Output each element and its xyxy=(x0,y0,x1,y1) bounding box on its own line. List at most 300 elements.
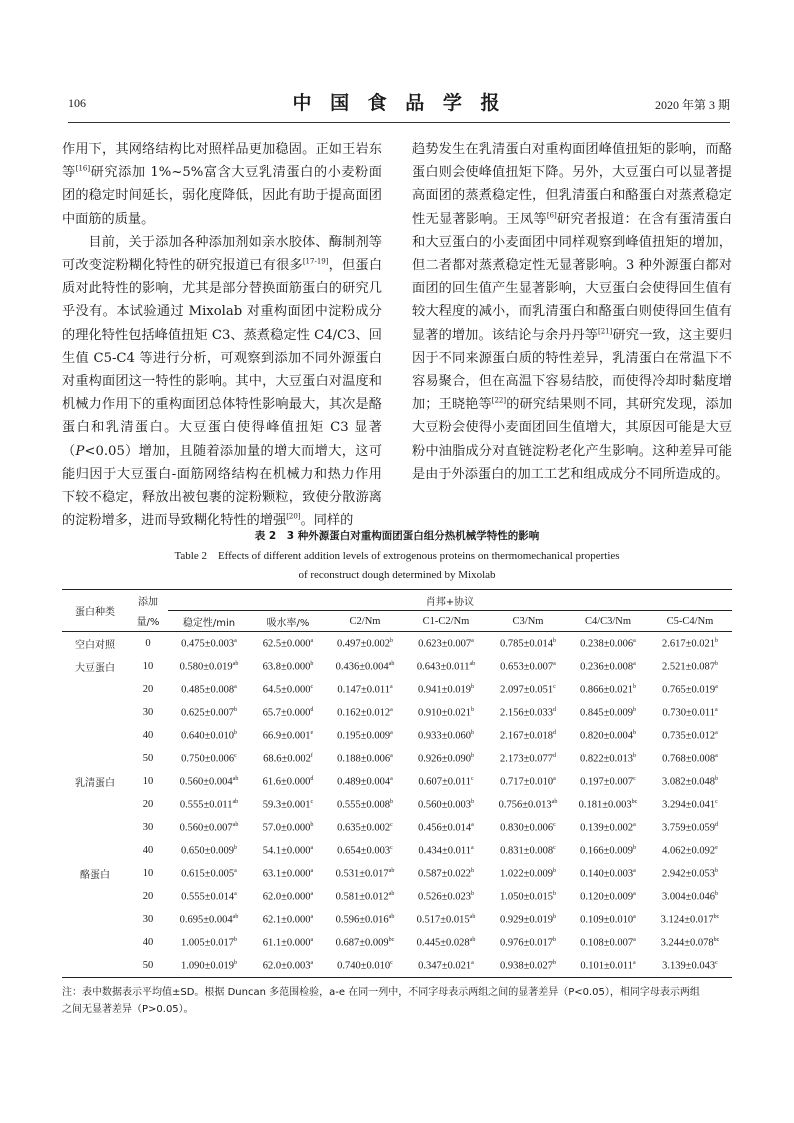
table-row xyxy=(62,862,732,885)
text-run: ，但蛋白质对此特性的影响，尤其是部分替换面筋蛋白的研究几乎没有。本试验通过 Mixolab 对重构面团中淀粉成分的理化特性包括峰值扭矩 C3、蒸煮稳定性 C4/C3、回生值 C5-C4 等进行分析，可观察到添加不同外源蛋白对重构面团这一特性的影响。其中，大豆蛋白对温度和机械力作用下的重构面团总体特性影响最大，其次是酪蛋白和乳清蛋白。大豆蛋白使得峰值扭矩 C3 显著（ xyxy=(62,258,383,459)
significance-letter: a xyxy=(633,890,636,897)
cell-value xyxy=(168,908,250,931)
cell-value xyxy=(250,678,326,701)
paragraph-3 xyxy=(412,138,732,486)
cell-value xyxy=(326,793,404,816)
cell-species: 空白对照 xyxy=(75,640,115,651)
cell-value xyxy=(648,885,732,908)
significance-letter: b xyxy=(715,867,718,874)
cell-value-text: 3.139±0.043 xyxy=(662,960,716,972)
cell-value-text: 4.062±0.092 xyxy=(662,845,716,857)
cell-value-text: 3.004±0.046 xyxy=(661,891,715,903)
cell-value xyxy=(404,747,488,770)
cell-value-text: 62.0±0.000 xyxy=(262,891,311,903)
cell-amount: 20 xyxy=(142,891,154,902)
cell-value-text: 0.640±0.010 xyxy=(180,730,234,742)
cell-value-text: 0.475±0.003 xyxy=(181,638,235,650)
cell-value-text: 0.768±0.008 xyxy=(662,753,716,765)
cell-value xyxy=(568,885,648,908)
citation: [17-19] xyxy=(302,257,329,266)
cell-value-text: 0.555±0.008 xyxy=(336,799,390,811)
cell-value-text: 0.756±0.013 xyxy=(498,799,552,811)
cell-amount: 50 xyxy=(128,954,168,978)
data-table xyxy=(62,589,732,978)
citation: [6] xyxy=(546,211,557,220)
cell-value xyxy=(404,931,488,954)
cell-value xyxy=(648,954,732,978)
significance-letter: b xyxy=(471,890,474,897)
cell-value-text: 2.097±0.051 xyxy=(500,684,554,696)
cell-value xyxy=(404,816,488,839)
cell-value xyxy=(404,632,488,656)
significance-letter: ab xyxy=(388,890,395,897)
significance-letter: b xyxy=(553,913,556,920)
cell-species xyxy=(62,816,128,839)
cell-value xyxy=(488,839,568,862)
text-run: 趋势发生在乳清蛋白对重构面团峰值扭矩的影响，而酪蛋白则会使峰值扭矩下降。另外，大豆蛋白可以显著提高面团的蒸煮稳定性，但乳清蛋白和酪蛋白对蒸煮稳定性无显著影响。王凤等 xyxy=(412,142,732,227)
cell-value-text: 0.195±0.009 xyxy=(337,730,391,742)
significance-letter: b xyxy=(471,752,474,759)
column-header-amount: 添加 xyxy=(128,590,168,611)
column-header: 稳定性/min xyxy=(168,611,250,632)
table-row xyxy=(62,724,732,747)
cell-species xyxy=(62,908,128,931)
table-title-english-line-2: of reconstruct dough determined by Mixolab xyxy=(298,569,496,581)
cell-value xyxy=(326,954,404,978)
significance-letter: ab xyxy=(551,798,558,805)
text-run: 研究者报道：在含有蛋清蛋白和大豆蛋白的小麦面团中同样观察到峰值扭矩的增加，但二者都对蒸煮稳定性无显著影响。3 种外源蛋白都对面团的回生值产生显著影响，大豆蛋白会使得回生值有较大程度的减小，而乳清蛋白和酪蛋白则使得回生值有显著的增加。该结论与余丹丹等 xyxy=(412,211,733,343)
significance-letter: c xyxy=(390,959,393,966)
cell-value xyxy=(648,724,732,747)
cell-value-text: 0.653±0.007 xyxy=(500,661,554,673)
significance-letter: ab xyxy=(388,867,395,874)
cell-amount: 40 xyxy=(142,730,154,741)
cell-value-text: 0.765±0.019 xyxy=(662,684,716,696)
significance-letter: a xyxy=(310,913,314,920)
cell-value xyxy=(488,954,568,978)
cell-value xyxy=(250,931,326,954)
cell-value xyxy=(648,655,732,678)
cell-value-text: 0.140±0.003 xyxy=(580,868,634,880)
significance-letter: a xyxy=(471,959,474,966)
cell-value xyxy=(250,632,326,656)
text-run: 。同样的 xyxy=(300,513,354,529)
cell-value xyxy=(326,885,404,908)
significance-letter: a xyxy=(470,844,474,851)
significance-letter: a xyxy=(633,821,636,828)
significance-letter: b xyxy=(553,890,556,897)
significance-letter: ab xyxy=(232,821,239,828)
cell-value xyxy=(250,816,326,839)
cell-value-text: 0.445±0.028 xyxy=(416,937,470,949)
cell-value-text: 2.521±0.087 xyxy=(661,661,715,673)
cell-value xyxy=(250,655,326,678)
cell-value-text: 0.845±0.009 xyxy=(579,707,633,719)
cell-value xyxy=(168,793,250,816)
cell-value-text: 0.120±0.009 xyxy=(580,891,634,903)
cell-amount: 10 xyxy=(142,868,154,879)
significance-letter: ab xyxy=(469,913,476,920)
cell-value xyxy=(326,632,404,656)
cell-value xyxy=(404,793,488,816)
cell-value xyxy=(250,954,326,978)
significance-letter: a xyxy=(715,729,718,736)
cell-amount: 10 xyxy=(142,661,154,672)
cell-value-text: 68.6±0.002 xyxy=(263,753,311,765)
cell-value xyxy=(648,931,732,954)
cell-value-text: 0.108±0.007 xyxy=(580,937,634,949)
cell-value-text: 0.162±0.012 xyxy=(337,707,391,719)
significance-letter: c xyxy=(715,798,718,805)
significance-letter: ab xyxy=(232,913,239,920)
cell-value-text: 0.166±0.009 xyxy=(579,845,633,857)
cell-value xyxy=(326,931,404,954)
column-header: 吸水率/% xyxy=(250,611,326,632)
cell-value-text: 0.695±0.004 xyxy=(179,914,233,926)
significance-letter: a xyxy=(471,821,474,828)
cell-value xyxy=(404,655,488,678)
significance-letter: a xyxy=(633,637,636,644)
cell-value xyxy=(250,793,326,816)
cell-value-text: 62.5±0.000 xyxy=(262,638,311,650)
cell-value-text: 0.717±0.010 xyxy=(500,776,554,788)
cell-value-text: 0.866±0.021 xyxy=(579,684,633,696)
cell-value xyxy=(568,655,648,678)
cell-value-text: 0.101±0.011 xyxy=(580,960,633,972)
cell-value-text: 62.1±0.000 xyxy=(262,914,311,926)
significance-letter: b xyxy=(715,637,718,644)
citation: [22] xyxy=(491,396,507,405)
cell-value-text: 61.6±0.000 xyxy=(262,776,311,788)
cell-value xyxy=(326,701,404,724)
cell-value xyxy=(250,885,326,908)
cell-value xyxy=(488,770,568,793)
cell-value xyxy=(648,747,732,770)
cell-value-text: 0.581±0.012 xyxy=(335,891,389,903)
significance-letter: a xyxy=(234,637,237,644)
cell-value-text: 0.687±0.009 xyxy=(335,937,389,949)
cell-value xyxy=(168,931,250,954)
significance-letter: c xyxy=(633,775,636,782)
cell-value xyxy=(488,632,568,656)
significance-letter: a xyxy=(310,637,314,644)
cell-value-text: 0.497±0.002 xyxy=(336,638,390,650)
cell-value xyxy=(326,678,404,701)
cell-value xyxy=(404,885,488,908)
cell-species xyxy=(62,954,128,978)
cell-species: 乳清蛋白 xyxy=(75,778,115,789)
cell-value-text: 0.785±0.014 xyxy=(499,638,553,650)
table-note xyxy=(62,984,732,1018)
cell-amount: 0 xyxy=(145,638,151,649)
significance-letter: ab xyxy=(232,798,239,805)
table-note-line-2: 之间无显著差异（P>0.05）。 xyxy=(62,1004,194,1015)
cell-value xyxy=(488,793,568,816)
significance-letter: b xyxy=(633,706,636,713)
cell-value xyxy=(404,908,488,931)
significance-letter: bc xyxy=(388,936,395,943)
significance-letter: b xyxy=(471,706,474,713)
significance-letter: b xyxy=(553,936,556,943)
significance-letter: b xyxy=(553,867,556,874)
significance-letter: a xyxy=(633,660,636,667)
column-header: C1-C2/Nm xyxy=(404,611,488,632)
significance-letter: b xyxy=(234,936,237,943)
cell-value xyxy=(168,816,250,839)
significance-letter: a xyxy=(633,936,636,943)
cell-value-text: 0.555±0.014 xyxy=(181,891,235,903)
text-run: 作用下，其网络结构比对照样品更加稳固。正如王岩东等 xyxy=(62,142,382,181)
cell-amount: 40 xyxy=(142,937,154,948)
table-row xyxy=(62,678,732,701)
cell-value-text: 63.1±0.000 xyxy=(262,868,311,880)
cell-value xyxy=(168,770,250,793)
cell-species xyxy=(62,931,128,954)
cell-amount: 30 xyxy=(142,914,154,925)
citation: [21] xyxy=(598,327,613,336)
significance-letter: c xyxy=(310,683,314,690)
cell-value xyxy=(250,701,326,724)
cell-value xyxy=(568,770,648,793)
cell-species: 酪蛋白 xyxy=(80,870,110,881)
table-row xyxy=(62,885,732,908)
table-row xyxy=(62,908,732,931)
cell-value-text: 0.830±0.006 xyxy=(500,822,554,834)
cell-value xyxy=(168,862,250,885)
cell-value xyxy=(326,655,404,678)
significance-letter: e xyxy=(715,844,718,851)
significance-letter: a xyxy=(471,637,474,644)
table-row xyxy=(62,655,732,678)
significance-letter: b xyxy=(553,637,556,644)
cell-value xyxy=(488,701,568,724)
cell-value xyxy=(168,747,250,770)
text-run: <0.05）增加，且随着添加量的增大而增大，这可能归因于大豆蛋白-面筋网络结构在机械力和热力作用下较不稳定，释放出被包裹的淀粉颗粒，致使分散游离的淀粉增多，进而导致糊化特性的增强 xyxy=(62,443,383,529)
page-header xyxy=(68,88,730,123)
cell-value-text: 1.050±0.015 xyxy=(499,891,553,903)
significance-letter: a xyxy=(234,890,237,897)
paragraph-1 xyxy=(62,138,382,231)
cell-value xyxy=(326,770,404,793)
significance-letter: a xyxy=(310,959,314,966)
significance-letter: a xyxy=(632,959,636,966)
cell-value xyxy=(568,678,648,701)
cell-value-text: 0.926±0.090 xyxy=(417,753,471,765)
cell-value-text: 0.517±0.015 xyxy=(416,914,470,926)
citation: [20] xyxy=(286,512,301,521)
significance-letter: a xyxy=(633,867,636,874)
cell-value xyxy=(568,954,648,978)
citation: [16] xyxy=(75,164,91,173)
cell-value-text: 0.181±0.003 xyxy=(578,799,632,811)
cell-value xyxy=(326,816,404,839)
cell-value-text: 2.617±0.021 xyxy=(661,638,715,650)
cell-amount: 10 xyxy=(142,776,154,787)
cell-value xyxy=(404,954,488,978)
cell-value xyxy=(250,862,326,885)
cell-value xyxy=(488,908,568,931)
cell-species: 大豆蛋白 xyxy=(75,663,115,674)
cell-value xyxy=(488,724,568,747)
header-row xyxy=(62,611,732,632)
cell-value xyxy=(488,816,568,839)
cell-value xyxy=(568,839,648,862)
significance-letter: b xyxy=(633,844,636,851)
cell-value-text: 59.3±0.001 xyxy=(262,799,311,811)
table-row xyxy=(62,931,732,954)
significance-letter: bc xyxy=(631,798,638,805)
cell-value-text: 0.147±0.011 xyxy=(337,684,390,696)
significance-letter: b xyxy=(633,729,636,736)
cell-value xyxy=(568,701,648,724)
significance-letter: a xyxy=(715,683,718,690)
cell-value-text: 0.456±0.014 xyxy=(418,822,472,834)
cell-value xyxy=(568,747,648,770)
cell-species xyxy=(62,747,128,770)
cell-value-text: 0.831±0.008 xyxy=(500,845,554,857)
cell-value-text: 2.173±0.077 xyxy=(499,753,553,765)
cell-value xyxy=(168,839,250,862)
cell-value xyxy=(168,701,250,724)
cell-value-text: 0.197±0.007 xyxy=(580,776,634,788)
significance-letter: b xyxy=(471,729,474,736)
cell-value-text: 1.022±0.009 xyxy=(499,868,553,880)
significance-letter: b xyxy=(471,798,474,805)
cell-value-text: 0.436±0.004 xyxy=(335,661,389,673)
cell-value xyxy=(568,816,648,839)
significance-letter: c xyxy=(715,959,718,966)
cell-value-text: 0.740±0.010 xyxy=(337,960,391,972)
significance-letter: a xyxy=(390,729,393,736)
significance-letter: c xyxy=(310,798,314,805)
cell-value-text: 0.238±0.006 xyxy=(580,638,634,650)
table-row xyxy=(62,701,732,724)
cell-value xyxy=(648,701,732,724)
table-row xyxy=(62,793,732,816)
significance-letter: c xyxy=(470,775,474,782)
column-header: C3/Nm xyxy=(488,611,568,632)
significance-letter: b xyxy=(310,660,314,667)
significance-letter: a xyxy=(234,683,237,690)
cell-value-text: 0.941±0.019 xyxy=(417,684,471,696)
cell-value-text: 0.560±0.007 xyxy=(179,822,233,834)
significance-letter: a xyxy=(390,775,393,782)
significance-letter: b xyxy=(715,775,718,782)
cell-value-text: 0.820±0.004 xyxy=(579,730,633,742)
significance-letter: d xyxy=(553,729,556,736)
table-title-english-line-1: Table 2 Effects of different addition levels of extrogenous proteins on thermomechanical properties xyxy=(174,550,620,562)
cell-value-text: 0.929±0.019 xyxy=(499,914,553,926)
cell-value-text: 0.623±0.007 xyxy=(418,638,472,650)
significance-letter: b xyxy=(633,752,636,759)
cell-value-text: 0.976±0.017 xyxy=(499,937,553,949)
significance-letter: a xyxy=(389,683,393,690)
significance-letter: a xyxy=(714,706,718,713)
page-number: 106 xyxy=(68,96,86,110)
cell-value xyxy=(404,701,488,724)
cell-value xyxy=(648,839,732,862)
cell-value-text: 0.643±0.011 xyxy=(416,661,470,673)
cell-value-text: 63.8±0.000 xyxy=(262,661,311,673)
cell-value-text: 0.910±0.021 xyxy=(417,707,471,719)
cell-value-text: 2.942±0.053 xyxy=(661,868,715,880)
cell-value-text: 0.615±0.005 xyxy=(181,868,235,880)
cell-value-text: 0.188±0.006 xyxy=(337,753,391,765)
significance-letter: b xyxy=(471,867,474,874)
cell-amount: 20 xyxy=(142,684,154,695)
cell-value-text: 0.555±0.011 xyxy=(179,799,233,811)
cell-value xyxy=(648,862,732,885)
cell-value xyxy=(568,931,648,954)
cell-value xyxy=(168,678,250,701)
cell-value xyxy=(568,793,648,816)
cell-value xyxy=(250,747,326,770)
cell-value-text: 1.090±0.019 xyxy=(180,960,234,972)
significance-letter: b xyxy=(234,844,237,851)
cell-value xyxy=(488,885,568,908)
significance-letter: a xyxy=(310,867,314,874)
column-header: C5-C4/Nm xyxy=(648,611,732,632)
cell-value-text: 0.938±0.027 xyxy=(499,960,553,972)
cell-value xyxy=(488,931,568,954)
cell-value xyxy=(648,770,732,793)
cell-amount: 20 xyxy=(142,799,154,810)
significance-letter: a xyxy=(633,913,636,920)
cell-value-text: 0.531±0.017 xyxy=(335,868,389,880)
cell-value-text: 0.109±0.010 xyxy=(580,914,634,926)
journal-title: 中 国 食 品 学 报 xyxy=(292,92,506,114)
cell-value-text: 0.139±0.002 xyxy=(580,822,634,834)
significance-letter: b xyxy=(310,821,314,828)
cell-value xyxy=(404,678,488,701)
significance-letter: a xyxy=(310,936,314,943)
cell-species xyxy=(62,701,128,724)
cell-value-text: 3.244±0.078 xyxy=(660,937,714,949)
cell-value xyxy=(250,724,326,747)
cell-value-text: 0.822±0.013 xyxy=(579,753,633,765)
cell-species xyxy=(62,793,128,816)
significance-letter: f xyxy=(310,752,313,759)
cell-value xyxy=(168,632,250,656)
cell-value xyxy=(404,862,488,885)
column-header: C4/C3/Nm xyxy=(568,611,648,632)
cell-value-text: 0.607±0.011 xyxy=(418,776,471,788)
cell-value-text: 0.735±0.012 xyxy=(662,730,716,742)
significance-letter: d xyxy=(310,706,314,713)
significance-letter: a xyxy=(553,775,556,782)
text-run: 的研究结果则不同，其研究发现，添加大豆粉会使得小麦面团回生值增大，其原因可能是大豆粉中油脂成分对直链淀粉老化产生影响。这种差异可能是由于外添蛋白的加工工艺和组成成分不同所造成的。 xyxy=(412,397,733,482)
cell-value-text: 57.0±0.000 xyxy=(262,822,311,834)
cell-value xyxy=(326,747,404,770)
cell-value xyxy=(488,655,568,678)
significance-letter: c xyxy=(553,821,556,828)
table-row xyxy=(62,954,732,978)
cell-value-text: 0.347±0.021 xyxy=(418,960,472,972)
table-row xyxy=(62,839,732,862)
significance-letter: d xyxy=(310,775,314,782)
table-row xyxy=(62,816,732,839)
cell-value-text: 62.0±0.003 xyxy=(262,960,311,972)
left-column xyxy=(62,138,382,532)
cell-value xyxy=(168,724,250,747)
table-row xyxy=(62,770,732,793)
cell-value-text: 3.759±0.059 xyxy=(661,822,715,834)
significance-letter: c xyxy=(553,683,556,690)
significance-letter: e xyxy=(310,729,314,736)
cell-value-text: 0.489±0.004 xyxy=(337,776,391,788)
p-symbol: P xyxy=(75,443,85,459)
cell-value xyxy=(488,862,568,885)
